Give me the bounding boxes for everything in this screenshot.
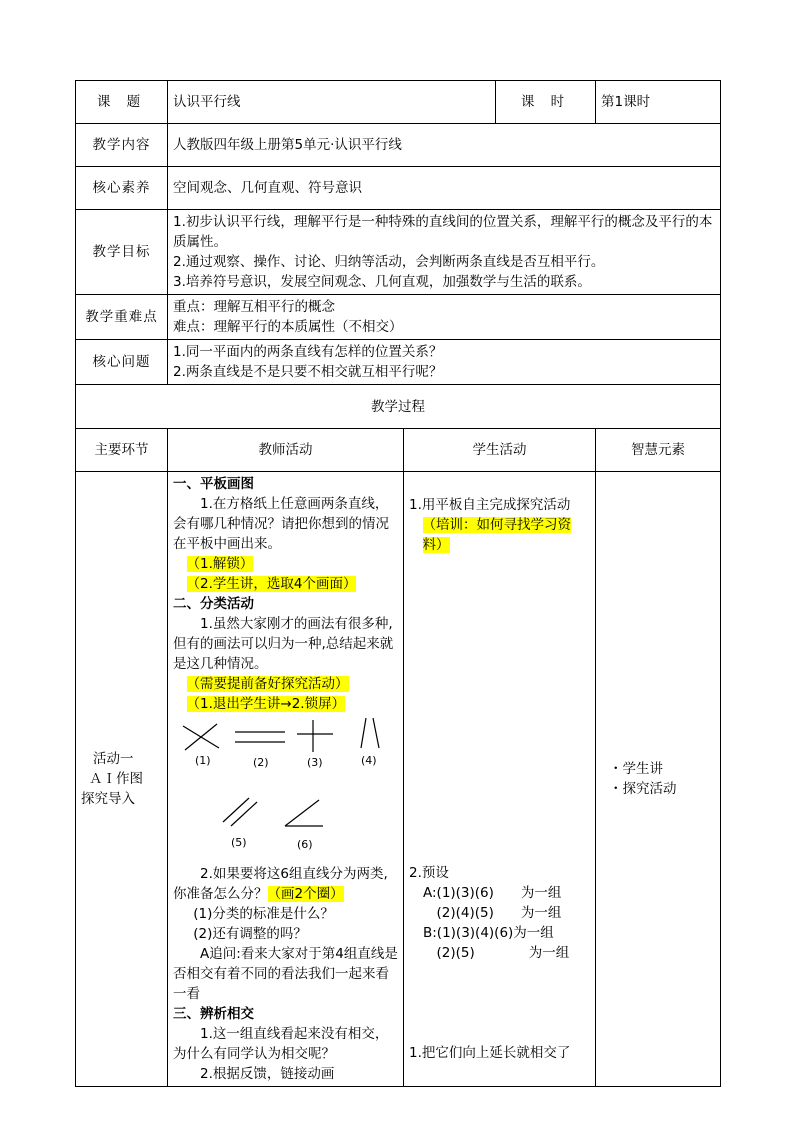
period-value: 第1课时 — [596, 81, 721, 124]
process-title-row — [76, 385, 721, 429]
pair-1-intersecting — [183, 724, 219, 750]
wisdom-item: ・学生讲 — [609, 761, 663, 777]
student-preset-line: (2)(4)(5) 为一组 — [423, 905, 562, 921]
fig-label-4: (4) — [361, 754, 377, 767]
sec1-title: 一、平板画图 — [173, 476, 254, 492]
question-label: 核心问题 — [76, 340, 168, 385]
sec2-para-2-highlight: （画2个圈） — [267, 886, 344, 902]
fig-label-3: (3) — [307, 756, 323, 769]
pair-5-parallel-slanted — [223, 798, 257, 826]
student-highlight: （培训：如何寻找学习资料） — [422, 517, 571, 553]
student-upper — [409, 495, 590, 1043]
goal-item: 3.培养符号意识，发展空间观念、几何直观，加强数学与生活的联系。 — [173, 274, 591, 290]
stage-sub2: 探究导入 — [81, 791, 135, 807]
literacy-row — [76, 167, 721, 210]
col-header-stage: 主要环节 — [76, 429, 168, 472]
literacy-label: 核心素养 — [76, 167, 168, 210]
wisdom-list — [601, 759, 715, 799]
goal-item: 2.通过观察、操作、讨论、归纳等活动，会判断两条直线是否互相平行。 — [173, 254, 605, 270]
period-label: 课 时 — [496, 81, 596, 124]
lesson-plan-table — [75, 80, 721, 1087]
key-point: 难点：理解平行的本质属性（不相交） — [173, 319, 403, 335]
col-header-wisdom: 智慧元素 — [596, 429, 721, 472]
key-label: 教学重难点 — [76, 295, 168, 340]
sec2-title: 二、分类活动 — [173, 596, 254, 612]
process-title: 教学过程 — [76, 385, 721, 429]
goals-label: 教学目标 — [76, 210, 168, 295]
student-preset-line: B:(1)(3)(4)(6)为一组 — [423, 925, 554, 941]
sec3-title: 三、辨析相交 — [173, 1006, 254, 1022]
fig-label-6: (6) — [297, 838, 313, 851]
pair-6-angle — [285, 800, 323, 826]
student-cell — [404, 472, 596, 1087]
pair-4-converging — [361, 718, 379, 748]
topic-label: 课 题 — [76, 81, 168, 124]
sec2-para-3: A追问:看来大家对于第4组直线是否相交有着不同的看法我们一起来看一看 — [173, 946, 398, 1002]
key-point: 重点：理解互相平行的概念 — [173, 299, 335, 315]
line-pairs-figure — [173, 718, 397, 858]
sec2-para-2 — [173, 864, 398, 904]
fig-label-1: (1) — [195, 754, 211, 767]
questions-row — [76, 340, 721, 385]
sec2-para-2-text: 2.如果要将这6组直线分为两类,你准备怎么分？ — [173, 866, 388, 902]
student-preset-line: (2)(5) 为一组 — [423, 945, 570, 961]
question-cell — [168, 340, 721, 385]
wisdom-cell — [596, 472, 721, 1087]
sec2-question-1: (1)分类的标准是什么？ — [193, 906, 334, 922]
sec1-highlight-1: （1.解锁） — [186, 556, 254, 572]
stage-sub1: ＡＩ作图 — [89, 771, 143, 787]
process-header-row — [76, 429, 721, 472]
content-row — [76, 124, 721, 167]
topic-row — [76, 81, 721, 124]
col-header-teacher: 教师活动 — [168, 429, 404, 472]
student-activity-3: 1.把它们向上延长就相交了 — [409, 1045, 571, 1061]
pair-3-perpendicular — [297, 720, 333, 752]
goals-cell — [168, 210, 721, 295]
sec3-para-1: 1.这一组直线看起来没有相交，为什么有同学认为相交呢？ — [173, 1026, 389, 1062]
key-cell — [168, 295, 721, 340]
student-activity-1: 1.用平板自主完成探究活动 — [409, 497, 571, 513]
stage-name: 活动一 — [93, 751, 134, 767]
wisdom-item: ・探究活动 — [609, 781, 677, 797]
stage-cell — [76, 472, 168, 1087]
fig-label-2: (2) — [253, 756, 269, 769]
question-item: 2.两条直线是不是只要不相交就互相平行呢？ — [173, 364, 443, 380]
teacher-cell — [168, 472, 404, 1087]
topic-value: 认识平行线 — [168, 81, 496, 124]
key-points-row — [76, 295, 721, 340]
col-header-student: 学生活动 — [404, 429, 596, 472]
goal-item: 1.初步认识平行线，理解平行是一种特殊的直线间的位置关系，理解平行的概念及平行的本质属性。 — [173, 214, 713, 250]
goals-row — [76, 210, 721, 295]
sec2-question-2: (2)还有调整的吗？ — [193, 926, 307, 942]
sec1-highlight-2: （2.学生讲，选取4个画面） — [186, 576, 357, 592]
sec2-para-1: 1.虽然大家刚才的画法有很多种,但有的画法可以归为一种,总结起来就是这几种情况。 — [173, 616, 394, 672]
literacy-value: 空间观念、几何直观、符号意识 — [168, 167, 721, 210]
sec2-highlight-1: （需要提前备好探究活动） — [186, 676, 349, 692]
content-value: 人教版四年级上册第5单元·认识平行线 — [168, 124, 721, 167]
sec2-highlight-2: （1.退出学生讲→2.锁屏） — [186, 696, 346, 712]
student-preset-title: 2.预设 — [409, 865, 449, 881]
content-label: 教学内容 — [76, 124, 168, 167]
student-preset-line: A:(1)(3)(6) 为一组 — [423, 885, 562, 901]
sec3-para-2: 2.根据反馈，链接动画 — [200, 1066, 335, 1082]
sec1-para: 1.在方格纸上任意画两条直线，会有哪几种情况？请把你想到的情况在平板中画出来。 — [173, 496, 389, 552]
fig-label-5: (5) — [231, 836, 247, 849]
question-item: 1.同一平面内的两条直线有怎样的位置关系？ — [173, 344, 443, 360]
process-body-row — [76, 472, 721, 1087]
pair-2-parallel — [235, 732, 285, 742]
